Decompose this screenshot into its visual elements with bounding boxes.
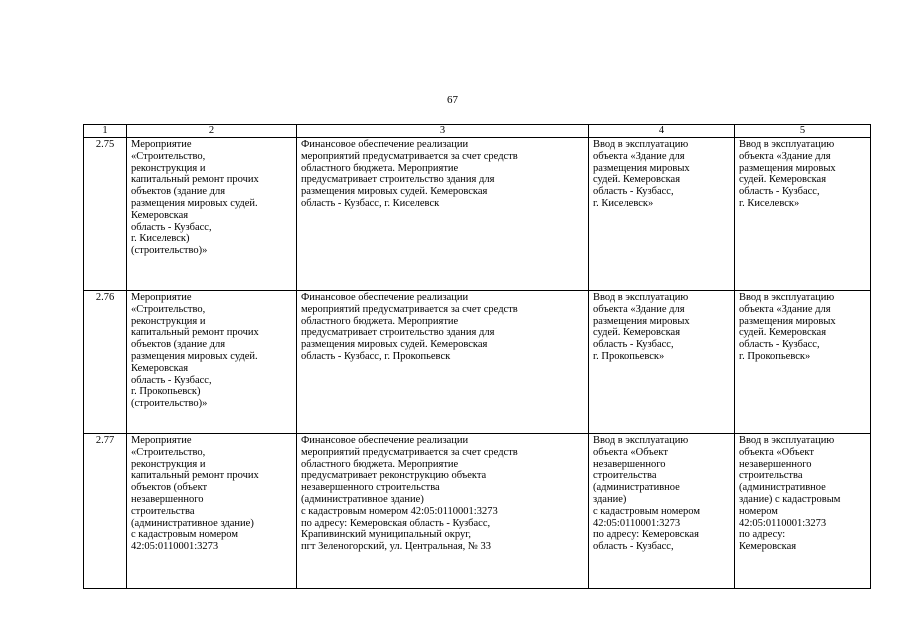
indicator-cell xyxy=(735,138,871,291)
cell-line: область - Кузбасс, xyxy=(593,186,674,198)
cell-line: размещения мировых судей. xyxy=(131,350,258,362)
cell-line: Мероприятие xyxy=(131,139,192,150)
cell-line: Мероприятие xyxy=(131,292,192,303)
cell-line: 42:05:0110001:3273 xyxy=(739,517,827,529)
cell-line: с кадастровым номером 42:05:0110001:3273 xyxy=(301,505,498,517)
cell-line: пгт Зеленогорский, ул. Центральная, № 33 xyxy=(301,541,492,553)
cell-line: Финансовое обеспечение реализации xyxy=(301,292,469,303)
financing-cell xyxy=(297,138,589,291)
cell-line: предусматривает строительство здания для xyxy=(301,174,495,186)
measures-table xyxy=(83,124,871,589)
header-cell-3: 3 xyxy=(297,125,589,138)
cell-line: незавершенного строительства xyxy=(301,482,440,494)
cell-line: Ввод в эксплуатацию xyxy=(739,435,835,446)
page-number: 67 xyxy=(447,94,458,106)
cell-line: Кемеровская xyxy=(131,209,189,221)
cell-line: область - Кузбасс, xyxy=(593,541,674,553)
cell-line: Кемеровская xyxy=(131,362,189,374)
cell-line: строительства xyxy=(131,505,195,517)
cell-line: капитальный ремонт прочих xyxy=(131,327,259,339)
cell-line: реконструкция и xyxy=(131,162,206,174)
result-cell xyxy=(589,434,735,589)
cell-line: по адресу: Кемеровская xyxy=(593,529,699,541)
cell-line: размещения мировых судей. Кемеровская xyxy=(301,339,488,351)
cell-line: область - Кузбасс, xyxy=(739,339,820,351)
cell-line: объекта «Здание для xyxy=(739,303,831,315)
row-number: 2.76 xyxy=(84,291,127,434)
cell-line: предусматривает строительство здания для xyxy=(301,327,495,339)
financing-cell xyxy=(297,291,589,434)
cell-line: Ввод в эксплуатацию xyxy=(739,292,835,303)
cell-line: по адресу: Кемеровская область - Кузбасс, xyxy=(301,517,491,529)
cell-line: (строительство)» xyxy=(131,398,208,410)
cell-line: областного бюджета. Мероприятие xyxy=(301,315,459,327)
cell-line: объекта «Здание для xyxy=(593,150,685,162)
cell-line: область - Кузбасс, xyxy=(131,221,212,233)
cell-line: с кадастровым номером xyxy=(593,505,700,517)
cell-line: объекта «Здание для xyxy=(593,303,685,315)
cell-line: размещения мировых судей. xyxy=(131,197,258,209)
cell-line: номером xyxy=(739,505,778,517)
cell-line: капитальный ремонт прочих xyxy=(131,174,259,186)
cell-line: область - Кузбасс, xyxy=(739,186,820,198)
cell-line: размещения мировых xyxy=(739,315,836,327)
cell-line: судей. Кемеровская xyxy=(593,327,681,339)
cell-line: объектов (здание для xyxy=(131,186,226,198)
cell-line: область - Кузбасс, г. Прокопьевск xyxy=(301,350,451,362)
cell-line: (административное xyxy=(593,482,680,494)
cell-line: Крапивинский муниципальный округ, xyxy=(301,529,471,541)
cell-line: (административное здание) xyxy=(131,517,254,529)
indicator-cell xyxy=(735,291,871,434)
cell-line: Финансовое обеспечение реализации xyxy=(301,139,469,150)
cell-line: с кадастровым номером xyxy=(131,529,238,541)
cell-line: судей. Кемеровская xyxy=(739,174,827,186)
cell-line: здание) xyxy=(593,493,627,505)
cell-line: незавершенного xyxy=(131,493,204,505)
cell-line: объекта «Объект xyxy=(593,446,668,458)
row-number: 2.77 xyxy=(84,434,127,589)
cell-line: мероприятий предусматривается за счет средств xyxy=(301,303,518,315)
table-header-row xyxy=(84,125,871,138)
row-number: 2.75 xyxy=(84,138,127,291)
cell-line: реконструкция и xyxy=(131,315,206,327)
cell-line: размещения мировых xyxy=(739,162,836,174)
cell-line: г. Прокопьевск) xyxy=(131,386,201,398)
cell-line: область - Кузбасс, xyxy=(593,339,674,351)
cell-line: область - Кузбасс, г. Киселевск xyxy=(301,197,440,209)
cell-line: Ввод в эксплуатацию xyxy=(593,292,689,303)
cell-line: областного бюджета. Мероприятие xyxy=(301,458,459,470)
cell-line: область - Кузбасс, xyxy=(131,374,212,386)
table-row xyxy=(84,138,871,291)
result-cell xyxy=(589,291,735,434)
header-cell-4: 4 xyxy=(589,125,735,138)
cell-line: г. Киселевск» xyxy=(593,197,654,209)
cell-line: предусматривает реконструкцию объекта xyxy=(301,470,487,482)
cell-line: капитальный ремонт прочих xyxy=(131,470,259,482)
financing-cell xyxy=(297,434,589,589)
cell-line: судей. Кемеровская xyxy=(593,174,681,186)
header-cell-2: 2 xyxy=(127,125,297,138)
cell-line: размещения мировых xyxy=(593,315,690,327)
cell-line: (административное здание) xyxy=(301,493,424,505)
cell-line: реконструкция и xyxy=(131,458,206,470)
cell-line: «Строительство, xyxy=(131,303,206,315)
cell-line: здание) с кадастровым xyxy=(739,493,841,505)
cell-line: мероприятий предусматривается за счет средств xyxy=(301,446,518,458)
cell-line: размещения мировых судей. Кемеровская xyxy=(301,186,488,198)
table-row xyxy=(84,291,871,434)
cell-line: г. Прокопьевск» xyxy=(593,350,665,362)
measure-name-cell xyxy=(127,138,297,291)
cell-line: Ввод в эксплуатацию xyxy=(739,139,835,150)
table-row xyxy=(84,434,871,589)
cell-line: Ввод в эксплуатацию xyxy=(593,139,689,150)
cell-line: «Строительство, xyxy=(131,150,206,162)
cell-line: (строительство)» xyxy=(131,245,208,257)
header-cell-1: 1 xyxy=(84,125,127,138)
cell-line: объекта «Объект xyxy=(739,446,814,458)
cell-line: Ввод в эксплуатацию xyxy=(593,435,689,446)
cell-line: объектов (здание для xyxy=(131,339,226,351)
cell-line: незавершенного xyxy=(739,458,812,470)
cell-line: по адресу: xyxy=(739,529,786,541)
cell-line: размещения мировых xyxy=(593,162,690,174)
cell-line: строительства xyxy=(739,470,803,482)
cell-line: «Строительство, xyxy=(131,446,206,458)
cell-line: областного бюджета. Мероприятие xyxy=(301,162,459,174)
cell-line: г. Киселевск» xyxy=(739,197,800,209)
cell-line: (административное xyxy=(739,482,826,494)
measure-name-cell xyxy=(127,291,297,434)
cell-line: Финансовое обеспечение реализации xyxy=(301,435,469,446)
result-cell xyxy=(589,138,735,291)
header-cell-5: 5 xyxy=(735,125,871,138)
cell-line: незавершенного xyxy=(593,458,666,470)
cell-line: г. Прокопьевск» xyxy=(739,350,811,362)
cell-line: г. Киселевск) xyxy=(131,233,190,245)
cell-line: объектов (объект xyxy=(131,482,208,494)
measure-name-cell xyxy=(127,434,297,589)
cell-line: 42:05:0110001:3273 xyxy=(131,541,219,553)
cell-line: Кемеровская xyxy=(739,541,797,553)
cell-line: строительства xyxy=(593,470,657,482)
indicator-cell xyxy=(735,434,871,589)
cell-line: объекта «Здание для xyxy=(739,150,831,162)
cell-line: 42:05:0110001:3273 xyxy=(593,517,681,529)
cell-line: мероприятий предусматривается за счет средств xyxy=(301,150,518,162)
cell-line: судей. Кемеровская xyxy=(739,327,827,339)
cell-line: Мероприятие xyxy=(131,435,192,446)
